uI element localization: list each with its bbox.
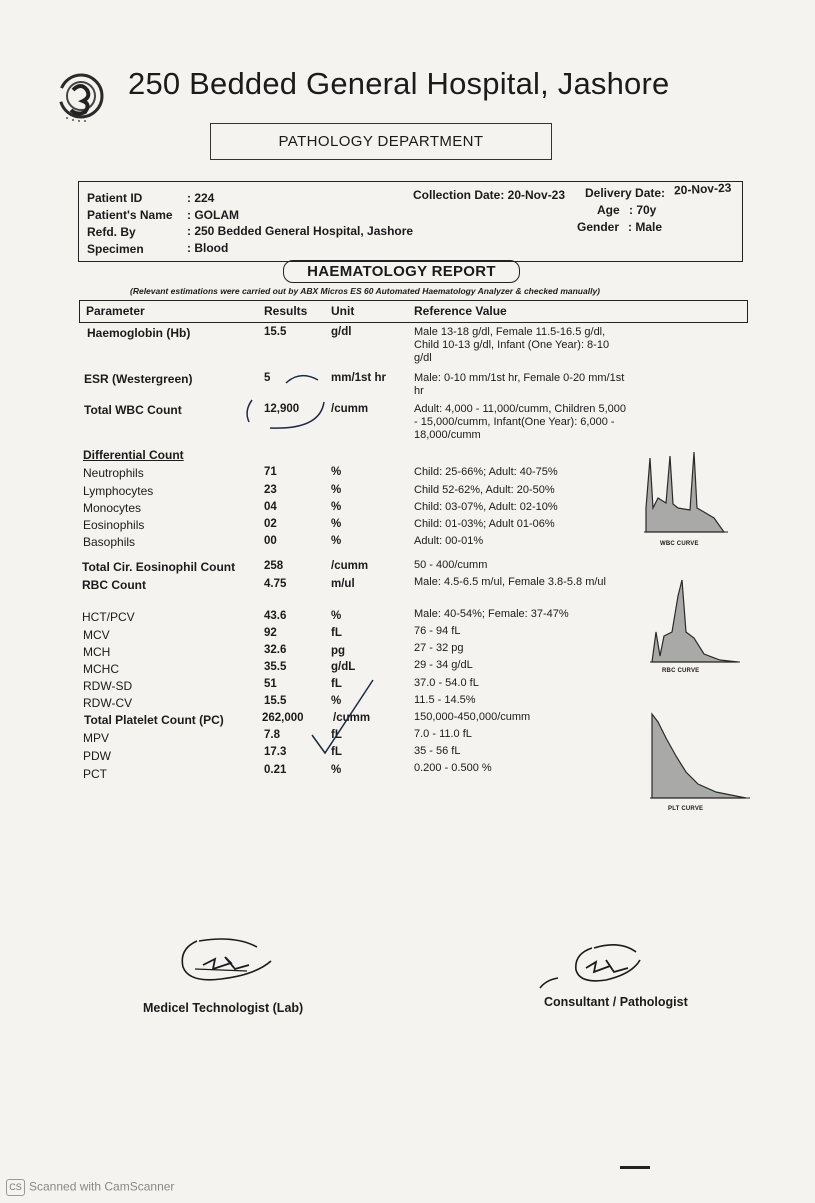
pen-bracket-left: [247, 400, 252, 422]
param-unit: %: [331, 610, 342, 622]
collection-date: Collection Date: 20-Nov-23: [413, 188, 566, 202]
col-reference: Reference Value: [414, 304, 507, 318]
param-reference: Child: 03-07%, Adult: 02-10%: [414, 501, 558, 513]
param-name: MCH: [83, 645, 111, 659]
param-reference: 150,000-450,000/cumm: [414, 711, 531, 723]
plt-curve-graph: [646, 708, 752, 802]
param-reference: 0.200 - 0.500 %: [414, 762, 492, 774]
param-unit: %: [331, 484, 342, 496]
camscanner-watermark: [6, 1179, 174, 1196]
param-name: MCV: [83, 628, 110, 642]
param-reference: Child: 25-66%; Adult: 40-75%: [414, 466, 558, 478]
param-result: 71: [264, 466, 277, 478]
age-value: : 70y: [629, 203, 657, 217]
param-result: 92: [264, 627, 277, 639]
param-unit: %: [331, 466, 342, 478]
param-reference: 35 - 56 fL: [414, 745, 461, 757]
param-name: Basophils: [83, 535, 136, 549]
param-name: Haemoglobin (Hb): [87, 326, 191, 340]
param-result: 35.5: [264, 661, 287, 673]
param-result: 15.5: [264, 695, 287, 707]
param-reference: 37.0 - 54.0 fL: [414, 677, 479, 689]
consultant-label: Consultant / Pathologist: [544, 995, 688, 1009]
patient-name-label: Patient's Name: [87, 208, 173, 222]
pen-arc-mark: [286, 376, 318, 383]
param-unit: m/ul: [331, 578, 355, 590]
param-unit: %: [331, 764, 342, 776]
param-reference: Male: 4.5-6.5 m/ul, Female 3.8-5.8 m/ul: [414, 576, 606, 588]
col-unit: Unit: [331, 304, 355, 318]
param-unit: %: [331, 501, 342, 513]
param-unit: g/dl: [331, 326, 352, 338]
param-unit: /cumm: [333, 712, 371, 724]
param-unit: g/dL: [331, 661, 356, 673]
param-reference: Child: 01-03%; Adult 01-06%: [414, 518, 555, 530]
param-unit: fL: [331, 678, 342, 690]
col-results: Results: [264, 304, 308, 318]
refd-by-value: : 250 Bedded General Hospital, Jashore: [187, 224, 414, 238]
param-name: HCT/PCV: [82, 610, 135, 624]
param-unit: fL: [331, 729, 342, 741]
param-name: PDW: [83, 749, 111, 763]
param-result: 04: [264, 501, 277, 513]
patient-name-value: : GOLAM: [187, 208, 239, 222]
param-unit: mm/1st hr: [331, 372, 386, 384]
specimen-value: : Blood: [187, 241, 229, 255]
param-result: 262,000: [262, 712, 304, 724]
wbc-curve-graph: [644, 448, 728, 534]
report-title: HAEMATOLOGY REPORT: [283, 260, 520, 283]
differential-count-heading: Differential Count: [83, 448, 184, 462]
param-unit: fL: [331, 746, 342, 758]
param-reference: Child 52-62%, Adult: 20-50%: [414, 484, 555, 496]
param-unit: /cumm: [331, 560, 369, 572]
param-name: Lymphocytes: [83, 484, 154, 498]
param-unit: fL: [331, 627, 342, 639]
param-result: 258: [264, 560, 284, 572]
param-reference: 50 - 400/cumm: [414, 559, 488, 571]
param-name: RDW-SD: [83, 679, 133, 693]
param-reference: 11.5 - 14.5%: [414, 694, 476, 706]
param-result: 32.6: [264, 644, 287, 656]
delivery-date-value: 20-Nov-23: [673, 180, 732, 198]
patient-id-label: Patient ID: [87, 191, 143, 205]
age-label: Age: [597, 203, 620, 217]
param-name: Total Platelet Count (PC): [84, 713, 224, 727]
param-result: 17.3: [264, 746, 287, 758]
analyzer-note: (Relevant estimations were carried out by ABX Micros ES 60 Automated Haematology Analyzer & checked manually): [130, 286, 601, 296]
param-name: RDW-CV: [83, 696, 133, 710]
camscanner-text: Scanned with CamScanner: [29, 1179, 175, 1194]
rbc-curve-label: RBC CURVE: [662, 668, 700, 674]
pen-tick-mark: [312, 680, 373, 753]
param-result: 7.8: [264, 729, 280, 741]
technologist-signature: [175, 935, 275, 993]
scan-artifact-line: [620, 1166, 650, 1169]
param-reference: Male: 0-10 mm/1st hr, Female 0-20 mm/1st hr: [414, 372, 625, 397]
param-result: 4.75: [264, 578, 287, 590]
patient-id-value: : 224: [187, 191, 215, 205]
param-unit: /cumm: [331, 403, 369, 415]
param-unit: %: [331, 695, 342, 707]
param-reference: Male 13-18 g/dl, Female 11.5-16.5 g/dl, Child 10-13 g/dl, Infant (One Year): 8-10 g/dl: [414, 326, 610, 364]
param-name: Monocytes: [83, 501, 142, 515]
camscanner-logo-icon: CS: [6, 1179, 25, 1196]
param-name: MCHC: [83, 662, 119, 676]
param-result: 0.21: [264, 764, 287, 776]
hospital-name: 250 Bedded General Hospital, Jashore: [128, 66, 670, 101]
delivery-date-label: Delivery Date:: [585, 186, 666, 200]
plt-curve-label: PLT CURVE: [668, 806, 704, 812]
refd-by-label: Refd. By: [87, 225, 136, 239]
param-reference: 29 - 34 g/dL: [414, 659, 473, 671]
pen-curve-right: [270, 402, 324, 428]
param-name: PCT: [83, 767, 107, 781]
param-name: Neutrophils: [83, 466, 144, 480]
param-result: 5: [264, 372, 271, 384]
param-reference: Adult: 00-01%: [414, 535, 484, 547]
param-reference: 7.0 - 11.0 fL: [414, 728, 472, 740]
specimen-label: Specimen: [87, 242, 144, 256]
param-name: Total Cir. Eosinophil Count: [82, 560, 236, 574]
param-result: 02: [264, 518, 277, 530]
param-reference: 27 - 32 pg: [414, 642, 464, 654]
param-name: ESR (Westergreen): [84, 372, 193, 386]
param-result: 51: [264, 678, 277, 690]
param-unit: %: [331, 535, 342, 547]
param-unit: pg: [331, 645, 346, 657]
param-unit: %: [331, 518, 342, 530]
gender-value: : Male: [628, 220, 663, 234]
param-result: 43.6: [264, 610, 287, 622]
param-reference: 76 - 94 fL: [414, 625, 461, 637]
param-result: 00: [264, 535, 277, 547]
wbc-curve-label: WBC CURVE: [660, 541, 699, 547]
param-result: 15.5: [264, 326, 287, 338]
param-name: Total WBC Count: [84, 403, 182, 417]
param-result: 23: [264, 484, 277, 496]
department-title: PATHOLOGY DEPARTMENT: [278, 133, 484, 150]
param-name: Eosinophils: [83, 518, 145, 532]
consultant-signature: [536, 940, 646, 994]
col-parameter: Parameter: [86, 304, 145, 318]
technologist-label: Medicel Technologist (Lab): [143, 1001, 304, 1015]
rbc-curve-graph: [650, 576, 742, 664]
param-result: 12,900: [264, 403, 300, 415]
param-reference: Adult: 4,000 - 11,000/cumm, Children 5,000 - 15,000/cumm, Infant(One Year): 6,000 - 18,000/cumm: [414, 403, 626, 441]
param-name: RBC Count: [82, 578, 146, 592]
param-reference: Male: 40-54%; Female: 37-47%: [414, 608, 569, 620]
param-name: MPV: [83, 731, 110, 745]
gender-label: Gender: [577, 220, 620, 234]
